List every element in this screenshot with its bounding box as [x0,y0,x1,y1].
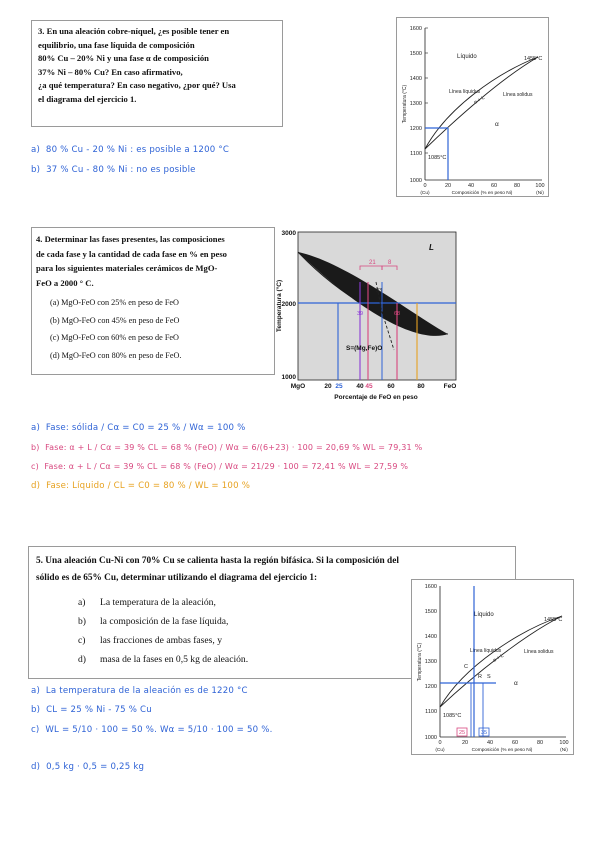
y-tick-1500: 1500 [409,51,422,57]
x-tick-100: 100 [535,183,545,189]
y-tick-1300: 1300 [409,101,422,107]
mgo-feo-diagram-svg [276,222,462,402]
exercise-5-item-d: d) masa de la fases en 0,5 kg de aleación. [78,654,249,665]
region-alpha-label: α [495,121,499,128]
temp-1455-label: 1455°C [524,56,543,62]
y-tick-1400: 1400 [409,76,422,82]
svg-text:80: 80 [536,740,544,746]
svg-text:Línea líquidus: Línea líquidus [470,648,502,654]
exercise-4-answer-b: b) Fase: α + L / Cα = 39 % CL = 68 % (FeO) / Wα = 6/(6+23) · 100 = 20,69 % WL = 79,31 % [31,443,423,452]
y-tick-3000: 3000 [281,230,296,237]
exercise-5-item-a: a) La temperatura de la aleación, [78,597,216,608]
temp-1085-label: 1085°C [428,155,447,161]
exercise-5-answer-b: b) CL = 25 % Ni - 75 % Cu [31,705,152,715]
svg-text:100: 100 [559,740,569,746]
annot-c: C [464,664,468,670]
x-tick-40: 40 [467,183,475,189]
svg-text:60: 60 [511,740,519,746]
y-tick-2000: 2000 [281,301,296,308]
exercise-5-item-b: b) la composición de la fase líquida, [78,616,229,627]
exercise-5-question: 5. Una aleación Cu-Ni con 70% Cu se calienta hasta la región bifásica. Si la composición del sólido es de 65% Cu, determinar utilizando el diagrama del ejercicio 1: [36,556,399,583]
cuni-phase-diagram-ex5 [411,579,574,755]
annot-23: 23 [376,288,383,294]
svg-text:1200: 1200 [424,684,437,690]
x-tick-25: 25 [335,383,343,390]
exercise-4-question-box [31,227,275,375]
exercise-3-answer-b: b) 37 % Cu - 80 % Ni : no es posible [31,165,196,175]
liquidus-line [425,57,538,149]
solidus-line [425,57,538,149]
region-S-label: S=(Mg,Fe)O [346,345,383,352]
exercise-3-question: 3. En una aleación cobre-níquel, ¿es posible tener en equilibrio, una fase líquida de composición 80% Cu – 20% Ni y una fase α de composición 37% Ni – 80% Cu? En caso afirmativo, ¿a qué temperatura? En caso negativo, ¿por qué? Usa el diagrama del ejercicio 1. [38,26,236,104]
exercise-3-question-box [31,20,283,127]
svg-text:1600: 1600 [424,584,437,590]
x-tick-60: 60 [490,183,498,189]
svg-text:1085°C: 1085°C [443,713,462,719]
exercise-4-item-c: (c) MgO-FeO con 60% en peso de FeO [50,333,179,342]
solidus-label: Línea solidus [503,92,533,98]
exercise-5-item-c: c) las fracciones de ambas fases, y [78,635,223,646]
svg-text:1300: 1300 [424,659,437,665]
exercise-4-answer-c: c) Fase: α + L / Cα = 39 % CL = 68 % (FeO) / Wα = 21/29 · 100 = 72,41 % WL = 27,59 % [31,462,409,471]
svg-text:(Ni): (Ni) [560,748,568,753]
y-tick-1000: 1000 [409,178,422,184]
exercise-4-question: 4. Determinar las fases presentes, las composiciones de cada fase y la cantidad de cada fase en % en peso para los siguientes materiales cerámicos de MgO- FeO a 2000 ° C. [36,234,227,288]
exercise-4-item-b: (b) MgO-FeO con 45% en peso de FeO [50,315,180,325]
exercise-4-items [50,294,270,364]
x-tick-20: 20 [444,183,452,189]
y-tick-1000: 1000 [281,374,296,381]
svg-text:(Cu): (Cu) [435,748,445,753]
x-tick-feo: FeO [443,383,457,390]
svg-text:Líquido: Líquido [474,612,494,618]
y-tick-1100: 1100 [410,151,422,157]
region-L-label: L [429,243,434,252]
x-tick-40: 40 [356,383,364,390]
liquidus-label: Línea líquidus [449,89,481,95]
exercise-4-item-d: (d) MgO-FeO con 80% en peso de FeO. [50,350,182,360]
svg-text:α + L: α + L [492,652,505,664]
svg-text:Línea solidus: Línea solidus [524,649,554,655]
svg-text:Composición (% en peso Ni): Composición (% en peso Ni) [471,748,533,753]
exercise-4-answer-a: a) Fase: sólida / Cα = C0 = 25 % / Wα = 100 % [31,423,246,433]
cuni-diagram-ex5-svg [412,580,573,754]
mark-25: 25 [458,730,466,736]
y-axis-label: Temperatura (°C) [276,279,283,333]
x-tick-20: 20 [324,383,332,390]
x-axis-label: Porcentaje de FeO en peso [334,394,418,401]
annot-21: 21 [369,260,376,266]
x-tick-80: 80 [417,383,425,390]
mgo-feo-phase-diagram [276,222,462,402]
x-end-ni: (Ni) [536,191,544,196]
annot-r: R [478,674,482,680]
annot-39: 39 [357,311,364,317]
y-tick-1200: 1200 [409,126,422,132]
svg-text:0: 0 [438,740,442,746]
exercise-5-answer-d: d) 0,5 kg · 0,5 = 0,25 kg [31,762,145,772]
x-tick-0: 0 [423,183,427,189]
svg-text:α: α [514,680,518,687]
x-tick-60: 60 [387,383,395,390]
annot-s: S [487,674,491,680]
svg-text:1455°C: 1455°C [544,617,563,623]
exercise-3-answer-a: a) 80 % Cu - 20 % Ni : es posible a 1200 °C [31,145,230,155]
annot-68: 68 [394,311,401,317]
svg-text:1500: 1500 [424,609,437,615]
x-tick-45: 45 [365,383,373,390]
annot-8: 8 [388,260,392,266]
x-axis-label: Composición (% en peso Ni) [451,191,513,196]
y-axis-label: Temperatura (°C) [402,84,408,124]
mark-35: 35 [480,730,488,736]
exercise-4-item-a: (a) MgO-FeO con 25% en peso de FeO [50,298,179,307]
svg-text:Temperatura (°C): Temperatura (°C) [417,642,423,682]
region-two-phase-label: α + L [473,94,486,106]
exercise-4-answer-d: d) Fase: Líquido / CL = C0 = 80 % / WL = 100 % [31,481,251,491]
svg-text:1100: 1100 [425,709,437,715]
exercise-5-answer-c: c) WL = 5/10 · 100 = 50 %. Wα = 5/10 · 100 = 50 %. [31,725,273,735]
annot-6: 6 [362,283,366,289]
x-end-cu: (Cu) [420,191,430,196]
x-tick-80: 80 [513,183,521,189]
y-tick-1600: 1600 [409,26,422,32]
svg-text:40: 40 [486,740,494,746]
x-tick-mgo: MgO [290,383,306,390]
region-liquid-label: Líquido [457,54,477,60]
cuni-phase-diagram-ex3 [396,17,549,197]
exercise-5-answer-a: a) La temperatura de la aleación es de 1220 °C [31,686,248,696]
svg-text:1400: 1400 [424,634,437,640]
svg-text:1000: 1000 [424,735,437,741]
cuni-diagram-svg [397,18,548,196]
svg-text:20: 20 [461,740,469,746]
